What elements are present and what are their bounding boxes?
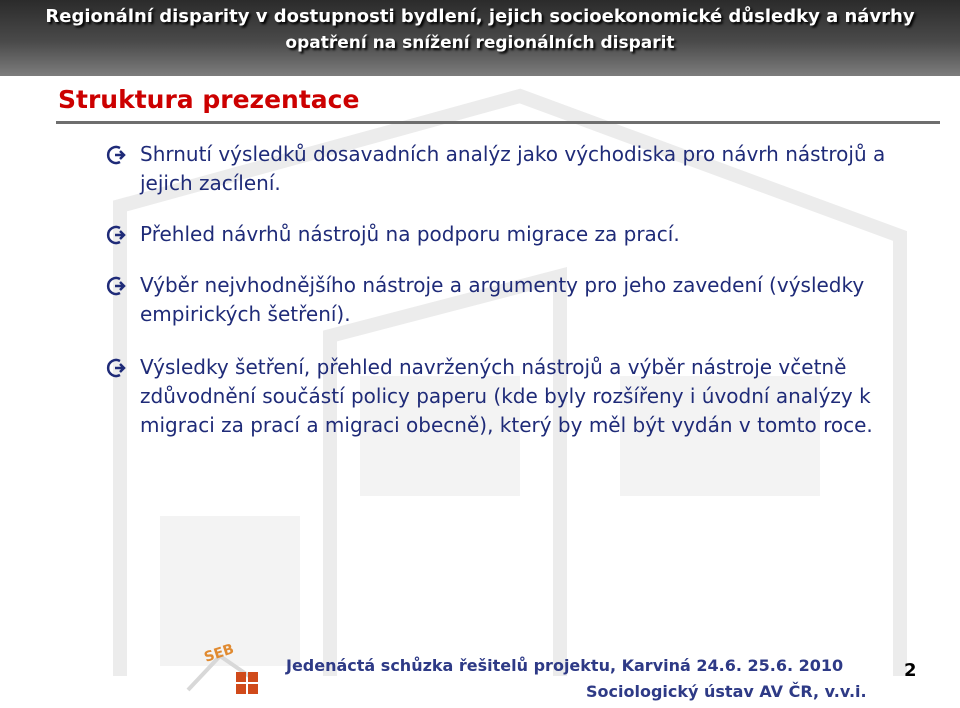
header-title-line-2: opatření na snížení regionálních disparit [285, 33, 675, 53]
bullet-item-4 [140, 353, 920, 440]
footer-institute: Sociologický ústav AV ČR, v.v.i. [586, 682, 867, 701]
curved-arrow-icon [104, 224, 126, 246]
bullet-item-3 [140, 271, 920, 329]
curved-arrow-icon [104, 357, 126, 379]
logo-text: SEB [202, 641, 237, 666]
title-divider [56, 121, 940, 124]
slide-header [0, 0, 960, 76]
footer-meeting-info: Jedenáctá schůzka řešitelů projektu, Karviná 24.6. 25.6. 2010 [286, 656, 844, 675]
page-number: 2 [904, 660, 917, 681]
header-title-line-1: Regionální disparity v dostupnosti bydlení, jejich socioekonomické důsledky a návrhy [45, 6, 915, 27]
bullet-text: Výběr nejvhodnějšího nástroje a argumenty pro jeho zavedení (výsledky empirických šetření). [140, 273, 865, 326]
bullet-item-2 [140, 220, 920, 249]
curved-arrow-icon [104, 144, 126, 166]
bullet-item-1 [140, 140, 920, 198]
bullet-text: Výsledky šetření, přehled navržených nástrojů a výběr nástroje včetně zdůvodnění součástí policy paperu (kde byly rozšířeny i úvodní analýzy k migraci za prací a migraci obecně), který by měl být vydán v tomto roce. [140, 355, 873, 437]
curved-arrow-icon [104, 275, 126, 297]
slide-title: Struktura prezentace [58, 85, 360, 114]
bullet-text: Shrnutí výsledků dosavadních analýz jako východiska pro návrh nástrojů a jejich zacílení. [140, 142, 886, 195]
project-logo [180, 638, 270, 706]
bullet-text: Přehled návrhů nástrojů na podporu migrace za prací. [140, 222, 680, 246]
